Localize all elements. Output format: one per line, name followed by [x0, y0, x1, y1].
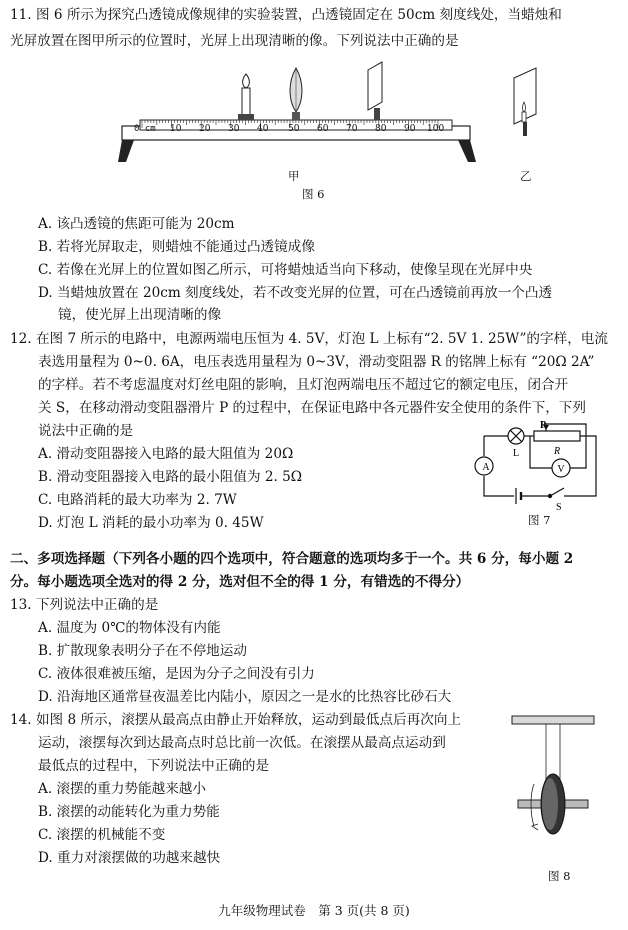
q12-option-a: A. 滑动变阻器接入电路的最大阻值为 20Ω [38, 446, 294, 462]
ruler-label-100: 100 [427, 124, 445, 134]
q12-stem-line1: 12. 在图 7 所示的电路中，电源两端电压恒为 4. 5V，灯泡 L 上标有“2. 5V 1. 25W”的字样，电流 [10, 331, 608, 347]
q11-option-b: B. 若将光屏取走，则蜡烛不能通过凸透镜成像 [38, 239, 315, 255]
figure-7-caption: 图 7 [528, 513, 551, 527]
q13-option-c: C. 液体很难被压缩，是因为分子之间没有引力 [38, 666, 315, 682]
figure-6b-label: 乙 [520, 169, 532, 183]
q11-option-d: D. 当蜡烛放置在 20cm 刻度线处，若不改变光屏的位置，可在凸透镜前再放一个凸透 [38, 285, 553, 301]
figure-8-maxwell-pendulum [508, 714, 598, 864]
ammeter-label: A [482, 462, 490, 473]
page-footer: 九年级物理试卷 第 3 页(共 8 页) [218, 903, 410, 918]
q14-option-c: C. 滚摆的机械能不变 [38, 827, 166, 843]
q14-stem-line1: 14. 如图 8 所示，滚摆从最高点由静止开始释放，运动到最低点后再次向上 [10, 712, 462, 728]
q13-option-d: D. 沿海地区通常昼夜温差比内陆小，原因之一是水的比热容比砂石大 [38, 689, 452, 705]
q13-option-a: A. 温度为 0℃的物体没有内能 [38, 620, 221, 636]
q12-stem-line4: 关 S，在移动滑动变阻器滑片 P 的过程中，在保证电路中各元器件安全使用的条件下，下列 [38, 400, 586, 416]
q12-stem-line5: 说法中正确的是 [38, 423, 134, 439]
figure-8-caption: 图 8 [548, 869, 571, 883]
figure-6-bench [118, 60, 478, 170]
switch-label: S [556, 502, 562, 513]
q13-stem: 13. 下列说法中正确的是 [10, 597, 159, 613]
section-2-heading-line2: 分。每小题选项全选对的得 2 分，选对但不全的得 1 分，有错选的不得分） [10, 574, 470, 590]
q11-option-d-cont: 镜，使光屏上出现清晰的像 [58, 307, 222, 323]
section-2-heading-line1: 二、多项选择题（下列各小题的四个选项中，符合题意的选项均多于一个。共 6 分，每小题 2 [10, 551, 574, 567]
q13-option-b: B. 扩散现象表明分子在不停地运动 [38, 643, 247, 659]
q11-option-a: A. 该凸透镜的焦距可能为 20cm [38, 216, 235, 232]
q14-stem-line2: 运动，滚摆每次到达最高点时总比前一次低。在滚摆从最高点运动到 [38, 735, 446, 751]
q12-option-b: B. 滑动变阻器接入电路的最小阻值为 2. 5Ω [38, 469, 303, 485]
q11-stem-line1: 11. 图 6 所示为探究凸透镜成像规律的实验装置，凸透镜固定在 50cm 刻度线处，当蜡烛和 [10, 7, 562, 23]
ruler-label-90: 90 [404, 124, 416, 134]
q14-option-b: B. 滚摆的动能转化为重力势能 [38, 804, 220, 820]
slider-label: P [540, 420, 547, 431]
figure-6b-screen [510, 68, 540, 138]
resistor-label: R [554, 446, 561, 457]
voltmeter-label: V [557, 464, 565, 475]
ruler-label-40: 40 [257, 124, 269, 134]
ruler-label-10: 10 [170, 124, 182, 134]
ruler-label-80: 80 [375, 124, 387, 134]
q11-stem-line2: 光屏放置在图甲所示的位置时，光屏上出现清晰的像。下列说法中正确的是 [10, 33, 459, 49]
q12-option-d: D. 灯泡 L 消耗的最小功率为 0. 45W [38, 515, 264, 531]
ruler-label-60: 60 [317, 124, 329, 134]
figure-6a-label: 甲 [288, 169, 300, 183]
ruler-label-30: 30 [228, 124, 240, 134]
q11-option-c: C. 若像在光屏上的位置如图乙所示，可将蜡烛适当向下移动，使像呈现在光屏中央 [38, 262, 533, 278]
lamp-label: L [512, 448, 520, 459]
q12-stem-line3: 的字样。若不考虑温度对灯丝电阻的影响，且灯泡两端电压不超过它的额定电压，闭合开 [38, 377, 569, 393]
figure-7-circuit [468, 420, 608, 514]
q14-stem-line3: 最低点的过程中，下列说法中正确的是 [38, 758, 270, 774]
ruler-label-50: 50 [288, 124, 300, 134]
q14-option-d: D. 重力对滚摆做的功越来越快 [38, 850, 221, 866]
ruler-label-0: 0 cm [134, 124, 156, 134]
ruler-label-20: 20 [199, 124, 211, 134]
figure-6-caption: 图 6 [302, 187, 325, 201]
q12-stem-line2: 表选用量程为 0~0. 6A，电压表选用量程为 0~3V，滑动变阻器 R 的铭牌上标有 “20Ω 2A” [38, 354, 595, 370]
q14-option-a: A. 滚摆的重力势能越来越小 [38, 781, 206, 797]
q12-option-c: C. 电路消耗的最大功率为 2. 7W [38, 492, 237, 508]
ruler-label-70: 70 [346, 124, 358, 134]
